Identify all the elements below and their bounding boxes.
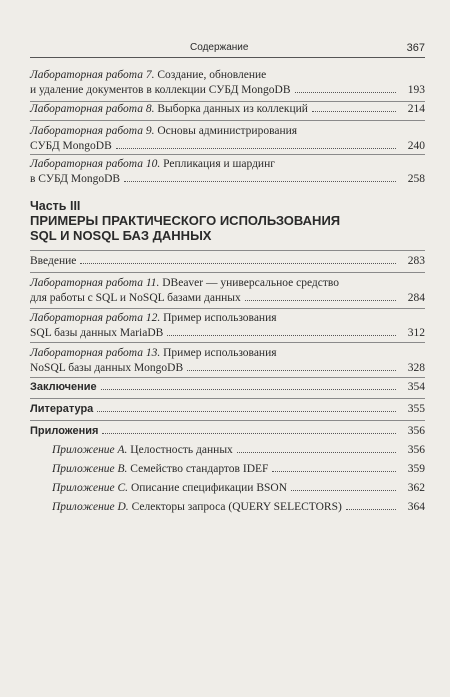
- entry-page: 355: [407, 403, 425, 415]
- entry-lab-label: Лабораторная работа 7.: [30, 69, 155, 81]
- running-header: [30, 40, 425, 56]
- entry-divider: [30, 120, 425, 121]
- entry-lab-label: Лабораторная работа 12.: [30, 312, 161, 324]
- list-item: [30, 443, 425, 458]
- leader-dots: [237, 452, 396, 453]
- part-title: [30, 213, 340, 243]
- entry-page: 356: [407, 444, 425, 456]
- entry-page: 356: [407, 425, 425, 437]
- entry-title: Введение: [30, 255, 77, 267]
- leader-dots: [272, 471, 396, 472]
- leader-dots: [97, 411, 396, 412]
- entry-title: Выборка данных из коллекций: [154, 103, 308, 115]
- leader-dots: [295, 92, 397, 93]
- entry-title-cont: СУБД MongoDB: [30, 140, 112, 152]
- toc-entry-lab-8: [30, 102, 425, 117]
- header-page-number: 367: [406, 42, 425, 54]
- appendix-label: Приложение А.: [52, 444, 128, 456]
- entry-lab-label: Лабораторная работа 11.: [30, 277, 160, 289]
- entry-page: 312: [407, 327, 425, 339]
- entry-page: 240: [407, 140, 425, 152]
- leader-dots: [116, 148, 396, 149]
- leader-dots: [101, 389, 396, 390]
- entry-title-cont: SQL базы данных MariaDB: [30, 327, 164, 339]
- entry-page: 364: [407, 501, 425, 513]
- toc-entry-conclusion: [30, 380, 425, 395]
- entry-lab-label: Лабораторная работа 8.: [30, 103, 155, 115]
- toc-entry-lab-13: [30, 346, 425, 376]
- entry-title: Заключение: [30, 381, 97, 393]
- entry-lab-label: Лабораторная работа 10.: [30, 158, 161, 170]
- leader-dots: [102, 433, 396, 434]
- list-item: [30, 500, 425, 515]
- entry-page: 362: [407, 482, 425, 494]
- appendix-title: Целостность данных: [127, 444, 233, 456]
- entry-page: 258: [407, 173, 425, 185]
- leader-dots: [187, 370, 396, 371]
- entry-divider: [30, 272, 425, 273]
- leader-dots: [291, 490, 396, 491]
- entry-page: 214: [407, 103, 425, 115]
- entry-title-cont: в СУБД MongoDB: [30, 173, 121, 185]
- leader-dots: [245, 300, 396, 301]
- toc-entry-literature: [30, 402, 425, 417]
- entry-divider: [30, 250, 425, 251]
- entry-page: 328: [407, 362, 425, 374]
- toc-entry-lab-9: [30, 124, 425, 154]
- appendix-label: Приложение С.: [52, 482, 129, 494]
- list-item: [30, 462, 425, 477]
- part-title-line-2: SQL И NOSQL БАЗ ДАННЫХ: [30, 228, 212, 243]
- entry-title: Создание, обновление: [154, 69, 267, 81]
- entry-title: Литература: [30, 403, 94, 415]
- entry-divider: [30, 377, 425, 378]
- entry-divider: [30, 308, 425, 309]
- entry-page: 354: [407, 381, 425, 393]
- header-rule: [30, 57, 425, 58]
- toc-entry-lab-12: [30, 311, 425, 341]
- entry-title: Приложения: [30, 425, 99, 437]
- part-title-line-1: ПРИМЕРЫ ПРАКТИЧЕСКОГО ИСПОЛЬЗОВАНИЯ: [30, 213, 341, 228]
- entry-lab-label: Лабораторная работа 13.: [30, 347, 161, 359]
- leader-dots: [124, 181, 396, 182]
- leader-dots: [167, 335, 396, 336]
- toc-entry-lab-10: [30, 157, 425, 187]
- toc-entry-lab-7: [30, 68, 425, 98]
- leader-dots: [346, 509, 396, 510]
- part-label: Часть III: [30, 199, 81, 213]
- entry-title: Основы администрирования: [154, 125, 298, 137]
- entry-divider: [30, 342, 425, 343]
- entry-page: 284: [407, 292, 425, 304]
- entry-title: Пример использования: [160, 312, 277, 324]
- entry-title-cont: NoSQL базы данных MongoDB: [30, 362, 184, 374]
- entry-title: Пример использования: [160, 347, 277, 359]
- appendix-label: Приложение В.: [52, 463, 128, 475]
- entry-title: Репликация и шардинг: [160, 158, 275, 170]
- entry-page: 193: [407, 84, 425, 96]
- toc-page: [30, 0, 425, 697]
- entry-title-cont: для работы с SQL и NoSQL базами данных: [30, 292, 241, 304]
- appendix-list: [30, 443, 425, 515]
- entry-title-cont: и удаление документов в коллекции СУБД MongoDB: [30, 84, 291, 96]
- leader-dots: [80, 263, 396, 264]
- appendix-title: Описание спецификации BSON: [128, 482, 287, 494]
- appendix-label: Приложение D.: [52, 501, 129, 513]
- entry-divider: [30, 420, 425, 421]
- entry-title: DBeaver — универсальное средство: [159, 277, 339, 289]
- leader-dots: [312, 111, 396, 112]
- entry-divider: [30, 154, 425, 155]
- entry-page: 283: [407, 255, 425, 267]
- toc-entry-lab-11: [30, 276, 425, 306]
- entry-lab-label: Лабораторная работа 9.: [30, 125, 155, 137]
- entry-page: 359: [407, 463, 425, 475]
- toc-entry-introduction: [30, 254, 425, 269]
- entry-divider: [30, 398, 425, 399]
- toc-entry-appendices: [30, 424, 425, 439]
- header-title: Содержание: [190, 42, 249, 53]
- appendix-title: Селекторы запроса (QUERY SELECTORS): [128, 501, 342, 513]
- appendix-title: Семейство стандартов IDEF: [127, 463, 269, 475]
- list-item: [30, 481, 425, 496]
